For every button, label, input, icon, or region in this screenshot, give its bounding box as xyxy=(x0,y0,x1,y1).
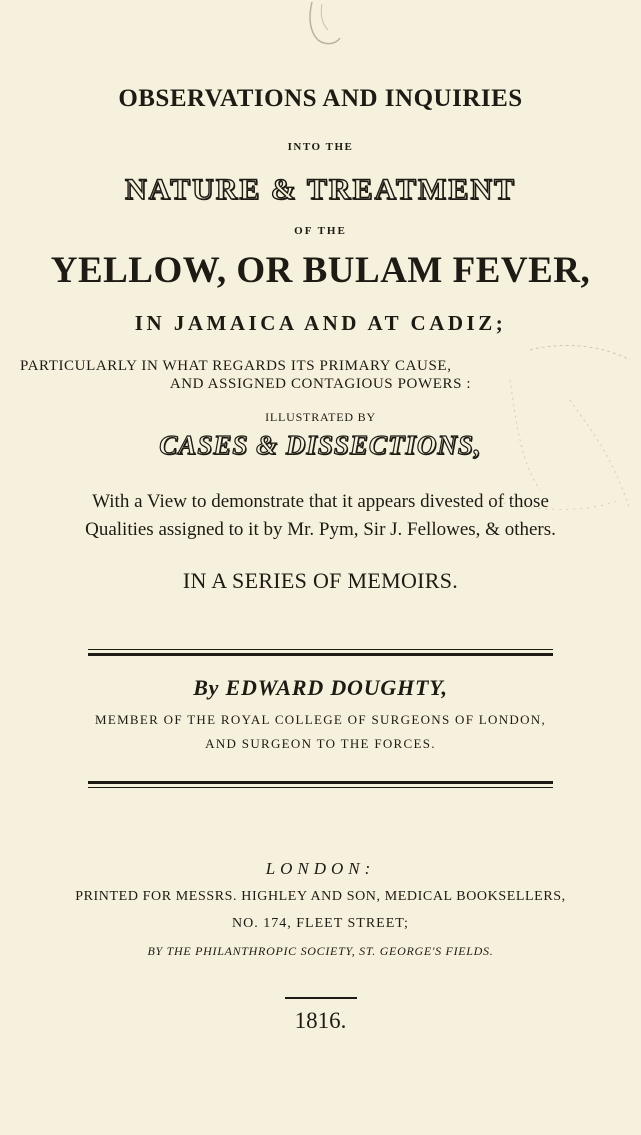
title-line-nature: NATURE & TREATMENT xyxy=(124,173,517,206)
title-line-yellow-fever: YELLOW, OR BULAM FEVER, xyxy=(50,250,591,291)
rule-upper-thick xyxy=(88,653,553,656)
imprint-society: BY THE PHILANTHROPIC SOCIETY, ST. GEORGE'S FIELDS. xyxy=(147,944,494,958)
title-line-assigned: AND ASSIGNED CONTAGIOUS POWERS : xyxy=(169,376,472,392)
rule-upper-thin xyxy=(88,649,553,650)
author-member: MEMBER OF THE ROYAL COLLEGE OF SURGEONS OF LONDON, xyxy=(94,712,547,727)
rule-lower-thin xyxy=(88,787,553,788)
imprint-address: NO. 174, FLEET STREET; xyxy=(232,916,409,931)
title-line-qualities: Qualities assigned to it by Mr. Pym, Sir J. Fellowes, & others. xyxy=(85,519,556,540)
title-line-particularly: PARTICULARLY IN WHAT REGARDS ITS PRIMARY CAUSE, xyxy=(20,358,452,374)
title-line-series: IN A SERIES OF MEMOIRS. xyxy=(182,568,459,593)
ink-mark-top xyxy=(300,0,350,50)
title-line-of: OF THE xyxy=(294,225,347,237)
title-line-into: INTO THE xyxy=(287,141,354,153)
imprint-place: LONDON: xyxy=(265,859,376,878)
title-line-jamaica: IN JAMAICA AND AT CADIZ; xyxy=(134,311,507,335)
imprint-year: 1816. xyxy=(294,1008,347,1033)
title-line-cases: CASES & DISSECTIONS, xyxy=(159,430,482,460)
author-surgeon: AND SURGEON TO THE FORCES. xyxy=(205,736,436,751)
rule-short xyxy=(285,997,357,999)
title-line-observations: OBSERVATIONS AND INQUIRIES xyxy=(118,85,523,112)
title-line-with-view: With a View to demonstrate that it appears divested of those xyxy=(92,491,549,512)
bleed-through-marks xyxy=(470,340,640,540)
imprint-printed-for: PRINTED FOR MESSRS. HIGHLEY AND SON, MEDICAL BOOKSELLERS, xyxy=(75,889,566,904)
rule-lower-thick xyxy=(88,781,553,784)
title-line-illustrated: ILLUSTRATED BY xyxy=(265,410,376,424)
author-byline: By EDWARD DOUGHTY, xyxy=(193,675,448,700)
